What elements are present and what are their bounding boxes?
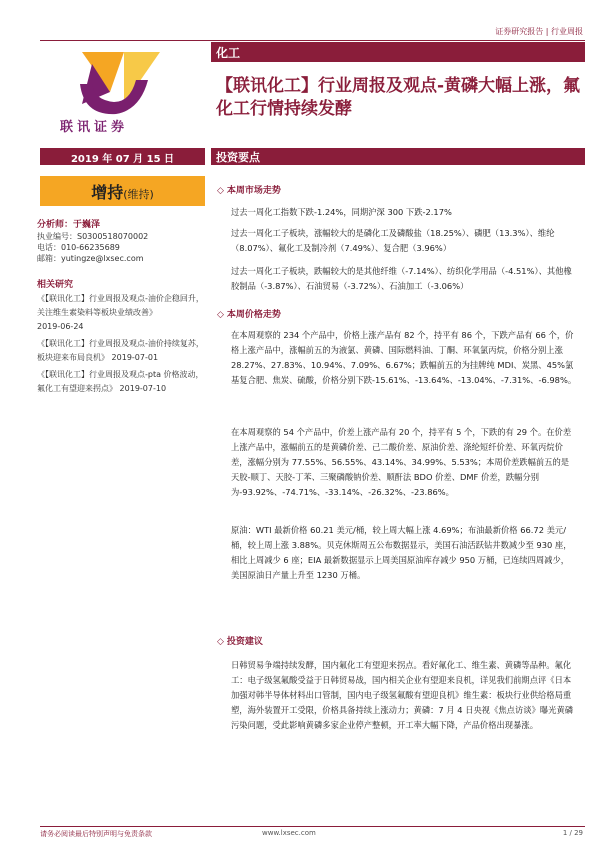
- research-item-title: 《【联讯化工】行业周报及观点-pta 价格波动，氟化工有望迎来拐点》: [37, 370, 204, 393]
- rating: [40, 180, 205, 203]
- research-item[interactable]: [37, 368, 205, 396]
- analyst-name: 于巍泽: [73, 220, 101, 230]
- advice-para: 日韩贸易争端持续发酵，国内氟化工有望迎来拐点。看好氟化工、维生素、黄磷等品种。氟化工：电子级氢氟酸受益于日韩贸易战，国内相关企业有望迎来良机，详见我们前期点评《日本加强对韩半导体材料出口管制，国内电子级氢氟酸有望迎良机》维生素：板块行业供给格局重塑，海外装置开工受限，价格具备持续上涨动力；黄磷：7 月 4 日央视《焦点访谈》曝光黄磷污染问题，受此影响黄磷多家企业停产整顿，开工率大幅下降，产品价格出现暴涨。: [231, 660, 574, 730]
- market-para-2: 过去一周化工子板块，涨幅较大的是磷化工及磷酸盐（18.25%）、磷肥（13.3%）、维纶（8.07%）、氟化工及制冷剂（7.49%）、复合肥（3.96%）: [231, 228, 555, 253]
- market-para-1: 过去一周化工指数下跌-1.24%，同期沪深 300 下跌-2.17%: [231, 207, 452, 217]
- diamond-icon: ◇: [217, 186, 224, 196]
- footer-website[interactable]: www.lxsec.com: [262, 829, 316, 837]
- report-date: 2019 年 07 月 15 日: [70, 154, 175, 165]
- page-number: 1 / 29: [562, 829, 583, 837]
- price-para-1: 在本周观察的 234 个产品中，价格上涨产品有 82 个，持平有 86 个，下跌产品有 66 个，价格上涨产品中，涨幅前五的为液氯、黄磷、国际燃料油、丁酮、环氧氯丙烷，价格分别上涨 28.27%、27.83%、10.94%、7.09%、6.67%；跌幅前五的为挂牌纯 MDI、炭黑、45%氯基复合肥、焦炭、硫酸，价格分别下跌-15.61%、-13.64%、-13.04%、-7.31%、-6.98%。: [231, 330, 577, 385]
- report-type: 证券研究报告 | 行业周报: [495, 27, 583, 36]
- research-item-date: 2019-07-10: [119, 384, 167, 393]
- research-item-date: 2019-07-01: [111, 353, 159, 362]
- related-research: [37, 278, 205, 399]
- price-para-3: 原油：WTI 最新价格 60.21 美元/桶，较上周大幅上涨 4.69%；布油最新价格 66.72 美元/桶，较上周上涨 3.88%。贝克休斯周五公布数据显示，美国石油活跃钻井数减少至 930 座，相比上周减少 6 座；EIA 最新数据显示上周美国原油库存减少 950 万桶，已连续四周减少，美国原油日产量上升至 1230 万桶。: [231, 525, 572, 580]
- industry-band: [211, 42, 585, 62]
- analyst-cert: 执业编号：S0300518070002: [37, 232, 149, 241]
- analyst-label: 分析师：: [37, 220, 74, 230]
- analyst-block: [37, 219, 205, 264]
- analyst-phone: 电话：010-66235689: [37, 243, 120, 252]
- industry-label: 化工: [216, 46, 241, 60]
- analyst-email[interactable]: 邮箱：yutingze@lxsec.com: [37, 254, 144, 263]
- price-para-2: 在本周观察的 54 个产品中，价差上涨产品有 20 个，持平有 5 个，下跌的有 29 个。在价差上涨产品中，涨幅前五的是黄磷价差、己二酸价差、原油价差、涤纶短纤价差、环氧丙烷价差，涨幅分别为 77.55%、56.55%、43.14%、34.99%、5.53%；本周价差跌幅前五的是天胶-顺丁、天胶-丁苯、三聚磷酸钠价差、顺酐法 BDO 价差、DMF 价差，跌幅分别为-93.92%、-74.71%、-33.14%、-26.32%、-23.86%。: [231, 427, 572, 497]
- logo-text: 联讯证券: [60, 120, 129, 135]
- research-item-title: 《【联讯化工】行业周报及观点-油价企稳回升，关注维生素染料等板块业绩改善》: [37, 294, 204, 317]
- market-heading: ◇ 本周市场走势: [217, 186, 281, 196]
- report-title: 【联讯化工】行业周报及观点-黄磷大幅上涨，氟化工行情持续发酵: [216, 76, 581, 119]
- diamond-icon: ◇: [217, 637, 224, 647]
- price-heading: ◇ 本周价格走势: [217, 310, 281, 320]
- footer-rule: [40, 826, 585, 827]
- header-rule: [40, 40, 585, 41]
- research-heading: 相关研究: [37, 280, 74, 290]
- section-bar: [211, 148, 585, 165]
- rating-value: 增持: [91, 183, 124, 202]
- research-item-title: 《【联讯化工】行业周报及观点-油价持续复苏，板块迎来布局良机》: [37, 339, 204, 362]
- research-item[interactable]: [37, 292, 205, 334]
- research-item[interactable]: [37, 337, 205, 365]
- diamond-icon: ◇: [217, 310, 224, 320]
- advice-heading: ◇ 投资建议: [217, 637, 263, 647]
- footer-disclaimer[interactable]: 请务必阅读最后特别声明与免责条款: [40, 830, 152, 838]
- section-title: 投资要点: [216, 151, 260, 164]
- market-para-3: 过去一周化工子板块，跌幅较大的是其他纤维（-7.14%）、纺织化学用品（-4.51%）、其他橡胶制品（-3.87%）、石油贸易（-3.72%）、石油加工（-3.06%）: [231, 266, 572, 291]
- research-item-date: 2019-06-24: [37, 322, 84, 331]
- rating-sub: (维持): [123, 188, 154, 201]
